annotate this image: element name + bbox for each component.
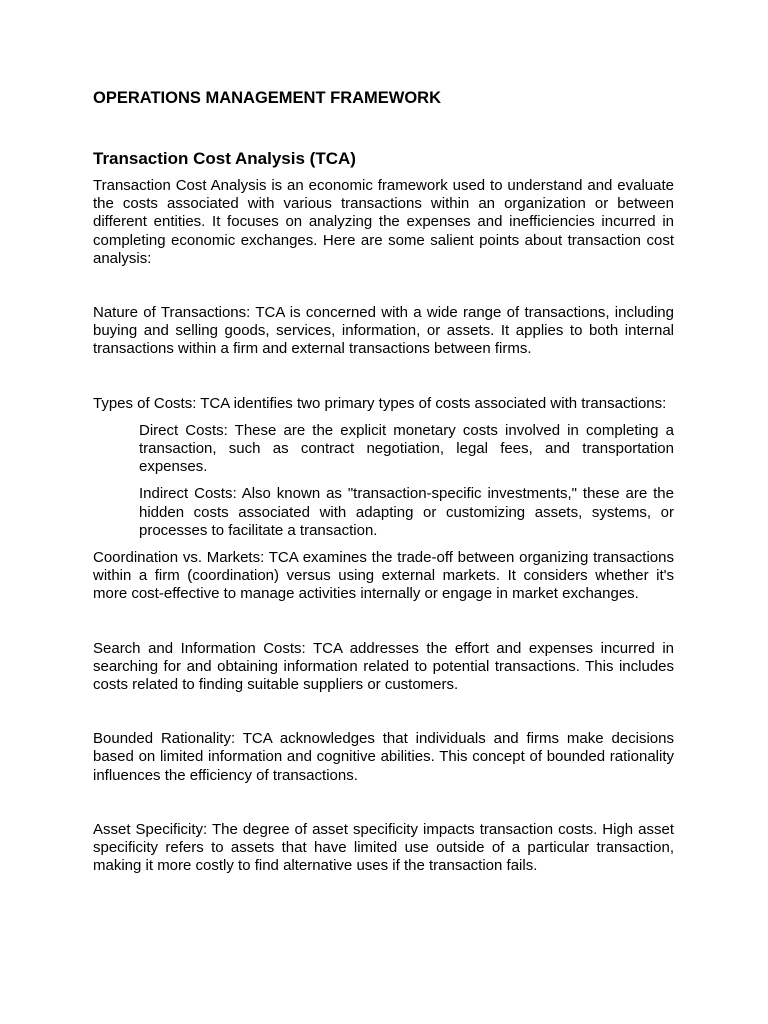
point-bounded-rationality: Bounded Rationality: TCA acknowledges that individuals and firms make decisions based on limited information and cognitive abilities. This concept of bounded rationality influences the efficiency of transactions. — [93, 730, 674, 784]
point-search-and-information-costs: Search and Information Costs: TCA addresses the effort and expenses incurred in searching for and obtaining information related to potential transactions. This includes costs related to finding suitable suppliers or customers. — [93, 639, 674, 694]
point-asset-specificity: Asset Specificity: The degree of asset specificity impacts transaction costs. High asset specificity refers to assets that have limited use outside of a particular transaction, making it more costly to find alternative uses if the transaction fails. — [93, 820, 674, 875]
subpoint-direct-costs: Direct Costs: These are the explicit monetary costs involved in completing a transaction, such as contract negotiation, legal fees, and transportation expenses. — [139, 421, 674, 476]
point-nature-of-transactions: Nature of Transactions: TCA is concerned with a wide range of transactions, including buying and selling goods, services, information, or assets. It applies to both internal transactions within a firm and external transactions between firms. — [93, 304, 674, 358]
point-types-of-costs: Types of Costs: TCA identifies two primary types of costs associated with transactions: — [93, 394, 667, 412]
section-heading: Transaction Cost Analysis (TCA) — [93, 149, 356, 168]
point-coordination-vs-markets: Coordination vs. Markets: TCA examines the trade-off between organizing transactions within a firm (coordination) versus using external markets. It considers whether it's more cost-effective to manage activities internally or engage in market exchanges. — [93, 549, 674, 603]
document-title: OPERATIONS MANAGEMENT FRAMEWORK — [93, 89, 442, 107]
subpoint-indirect-costs: Indirect Costs: Also known as "transaction-specific investments," these are the hidden costs associated with adapting or customizing assets, systems, or processes to facilitate a transaction. — [139, 485, 674, 539]
document-body — [93, 88, 674, 875]
intro-paragraph: Transaction Cost Analysis is an economic framework used to understand and evaluate the costs associated with various transactions within an organization or between different entities. It focuses on analyzing the expenses and inefficiencies incurred in completing economic exchanges. Here are some salient points about transaction cost analysis: — [93, 177, 674, 267]
